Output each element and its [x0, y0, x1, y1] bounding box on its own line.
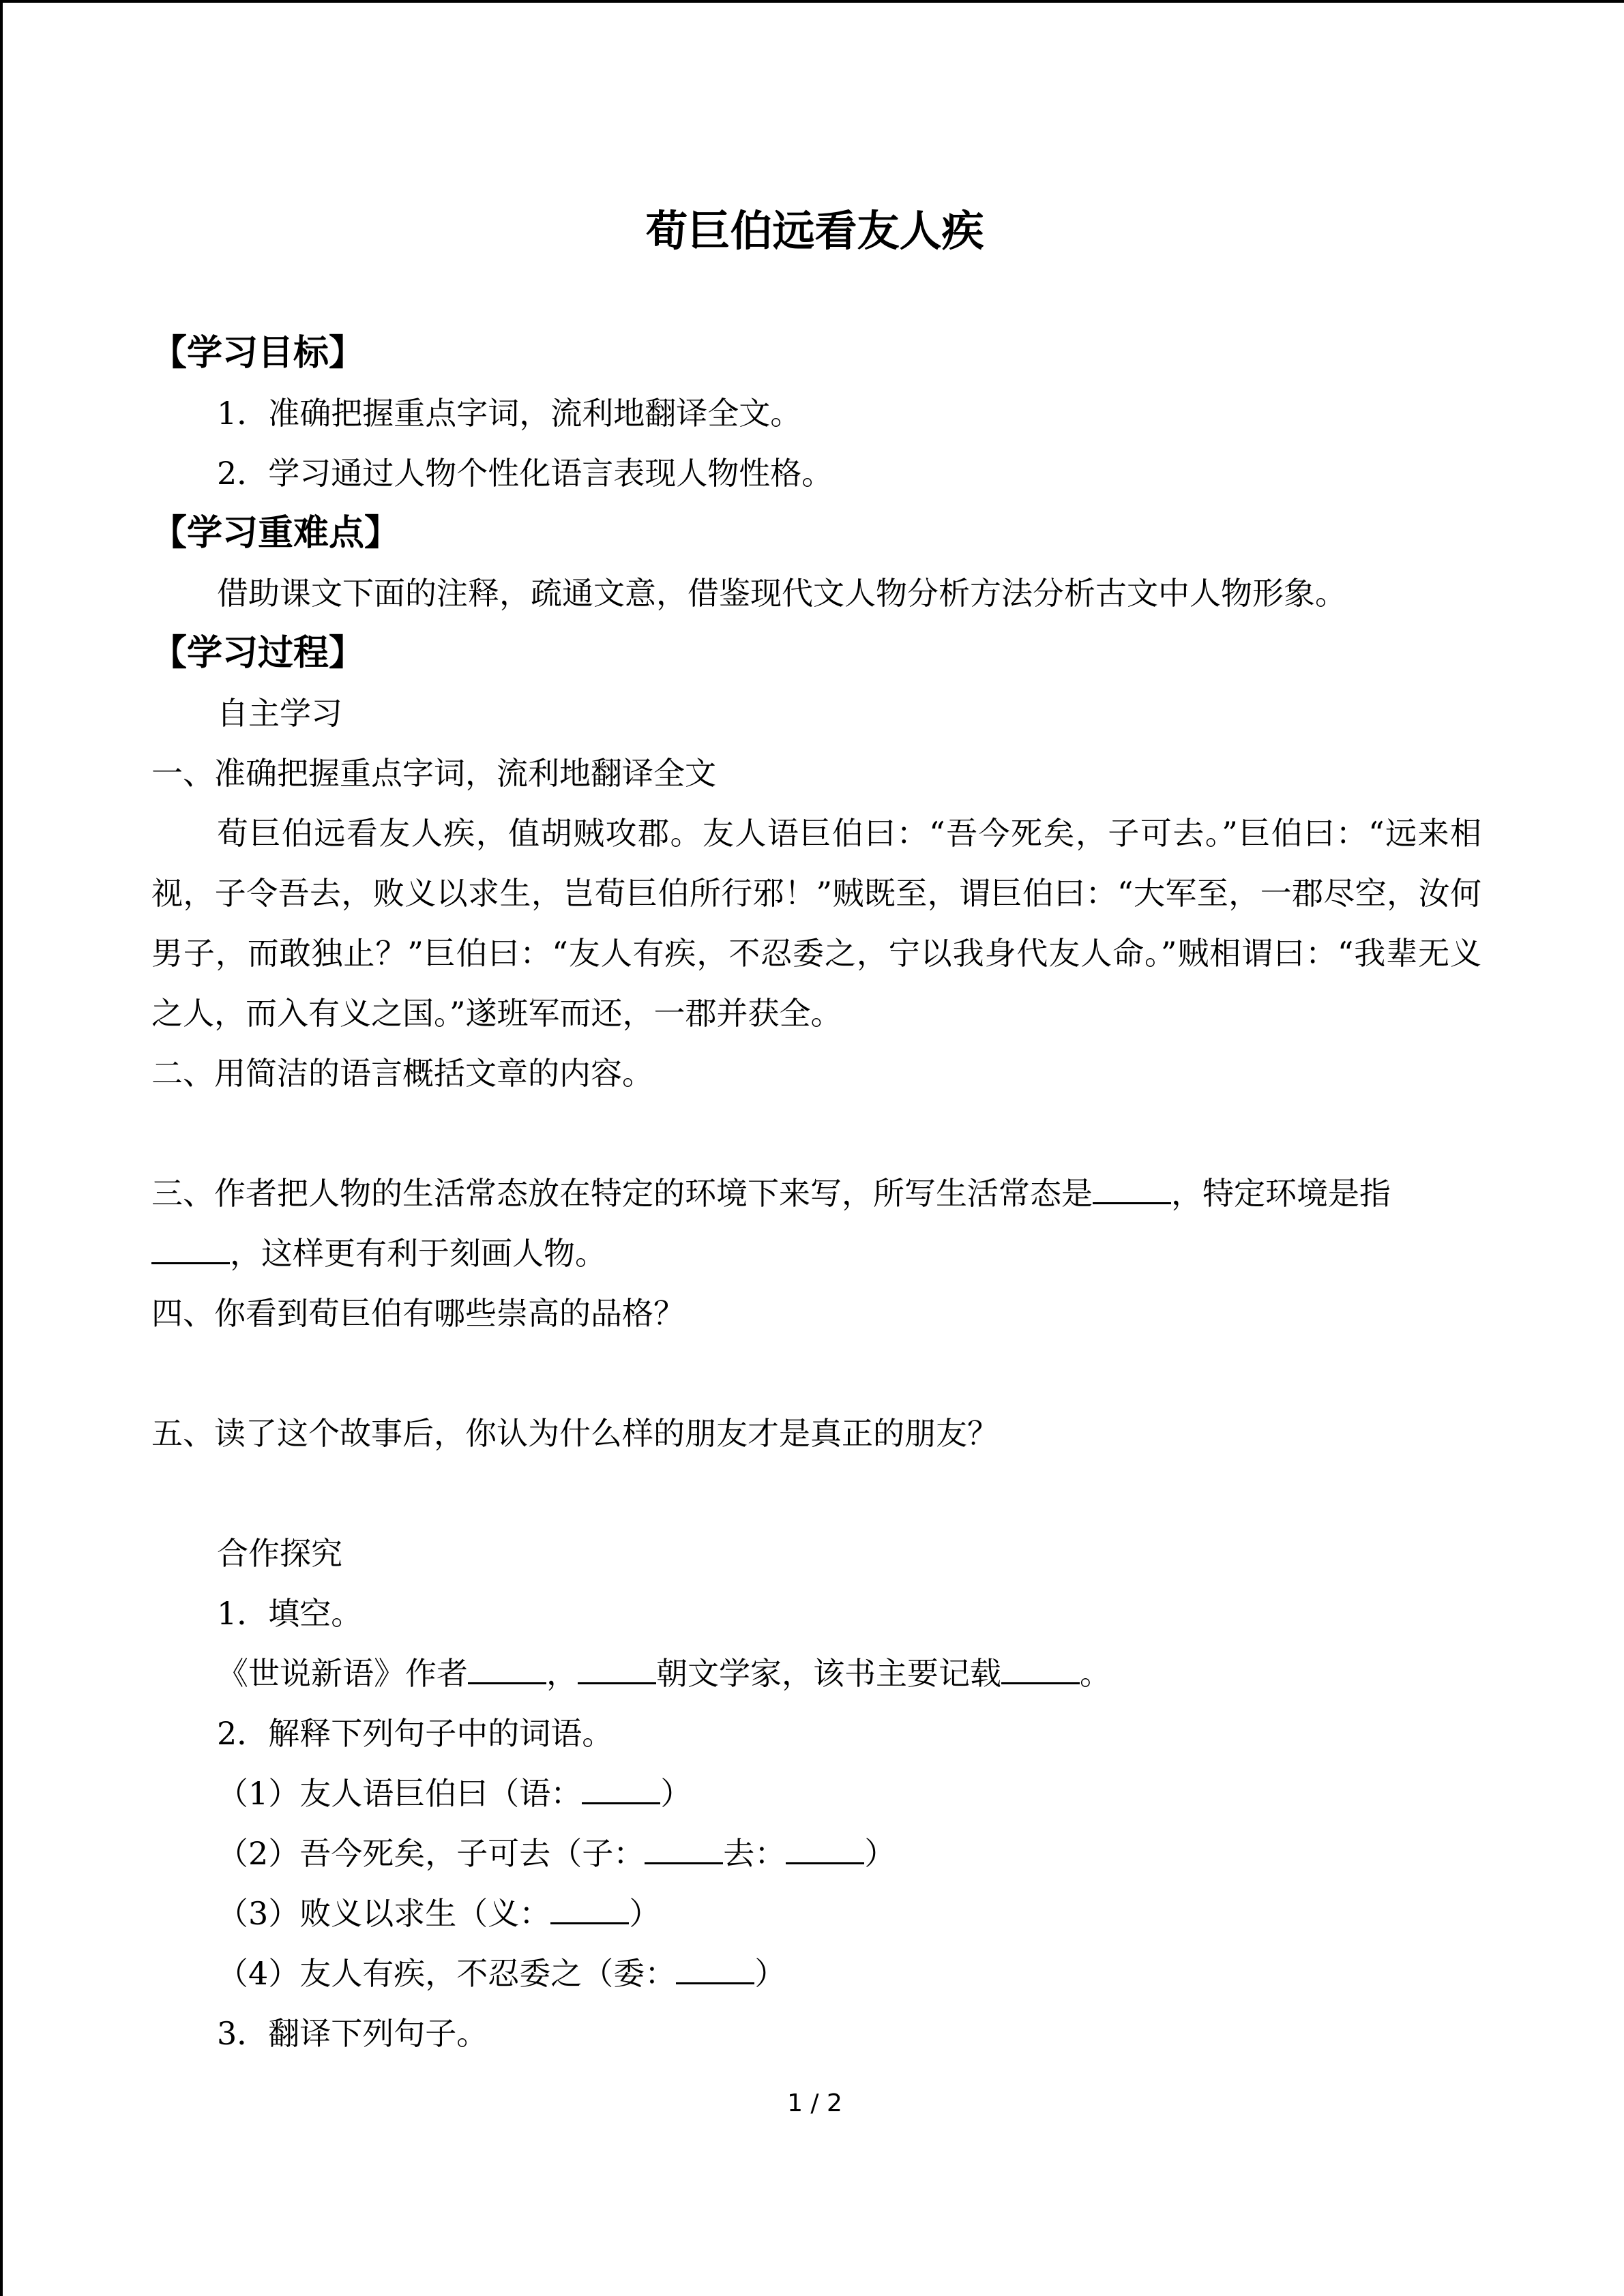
process-heading: 【学习过程】	[151, 633, 365, 674]
fill-text: 去：	[723, 1835, 786, 1872]
fill-blank	[468, 1655, 546, 1684]
passage-text: 荀巨伯远看友人疾，值胡贼攻郡。友人语巨伯曰：“吾今死矣，子可去。”巨伯曰：“远来相视，子令吾去，败义以求生，岂荀巨伯所行邪！”贼既至，谓巨伯曰：“大军至，一郡尽空，汝何男子，而敢独止？”巨伯曰：“友人有疾，不忍委之，宁以我身代友人命。”贼相谓曰：“我辈无义之人，而入有义之国。”遂班军而还，一郡并获全。	[151, 815, 1481, 1032]
fill-blank	[578, 1655, 656, 1684]
fill-text: ，	[546, 1655, 578, 1692]
question-3-continued	[151, 1223, 1481, 1283]
key-points-text: 借助课文下面的注释，疏通文意，借鉴现代文人物分析方法分析古文中人物形象。	[217, 575, 1346, 612]
fill-text: （2）吾今死矣，子可去（子：	[217, 1835, 645, 1872]
objective-item: 1．准确把握重点字词，流利地翻译全文。	[217, 395, 802, 432]
fill-blank	[582, 1775, 660, 1804]
fill-text: （3）败义以求生（义：	[217, 1895, 551, 1932]
fill-text: ）	[864, 1835, 896, 1872]
coop-item-2-3	[151, 1883, 1481, 1943]
fill-text: （4）友人有疾，不忍委之（委：	[217, 1955, 677, 1992]
cooperation-label: 合作探究	[217, 1535, 342, 1572]
fill-blank	[786, 1835, 864, 1864]
coop-item-2-1	[151, 1763, 1481, 1823]
question-4: 四、你看到荀巨伯有哪些崇高的品格？	[151, 1295, 685, 1332]
question-1: 一、准确把握重点字词，流利地翻译全文	[151, 755, 716, 792]
answer-space	[151, 1463, 1481, 1523]
question-2: 二、用简洁的语言概括文章的内容。	[151, 1055, 653, 1092]
coop-item-1: 1．填空。	[217, 1595, 363, 1632]
fill-blank	[1093, 1175, 1171, 1204]
document-body	[151, 323, 1481, 2063]
question-3-part-c: ，这样更有利于刻画人物。	[230, 1235, 606, 1272]
question-3-part-b: ，特定环境是指	[1171, 1175, 1391, 1212]
fill-blank	[676, 1955, 754, 1984]
question-3	[151, 1163, 1481, 1223]
fill-text: 朝文学家，该书主要记载	[656, 1655, 1001, 1692]
fill-blank	[645, 1835, 723, 1864]
key-points-heading: 【学习重难点】	[151, 513, 400, 554]
coop-item-3: 3．翻译下列句子。	[217, 2015, 488, 2052]
fill-text: 。	[1080, 1655, 1111, 1692]
question-3-part-a: 三、作者把人物的生活常态放在特定的环境下来写，所写生活常态是	[151, 1175, 1093, 1212]
self-study-label: 自主学习	[217, 695, 342, 732]
coop-item-2: 2．解释下列句子中的词语。	[217, 1715, 614, 1752]
coop-item-2-4	[151, 1943, 1481, 2003]
coop-item-1-fill	[151, 1643, 1481, 1703]
objective-item: 2．学习通过人物个性化语言表现人物性格。	[217, 455, 833, 492]
fill-blank	[1001, 1655, 1080, 1684]
fill-blank	[550, 1895, 629, 1924]
fill-text: ）	[629, 1895, 661, 1932]
fill-text: （1）友人语巨伯曰（语：	[217, 1775, 582, 1812]
objectives-heading: 【学习目标】	[151, 333, 365, 374]
fill-text: 《世说新语》作者	[217, 1655, 468, 1692]
fill-blank	[151, 1235, 230, 1264]
answer-space	[151, 1103, 1481, 1163]
fill-text: ）	[754, 1955, 786, 1992]
page-title: 荀巨伯远看友人疾	[645, 206, 984, 256]
answer-space	[151, 1343, 1481, 1403]
question-5: 五、读了这个故事后，你认为什么样的朋友才是真正的朋友？	[151, 1415, 999, 1452]
fill-text: ）	[660, 1775, 692, 1812]
page-number: 1 / 2	[787, 2089, 842, 2117]
coop-item-2-2	[151, 1823, 1481, 1883]
